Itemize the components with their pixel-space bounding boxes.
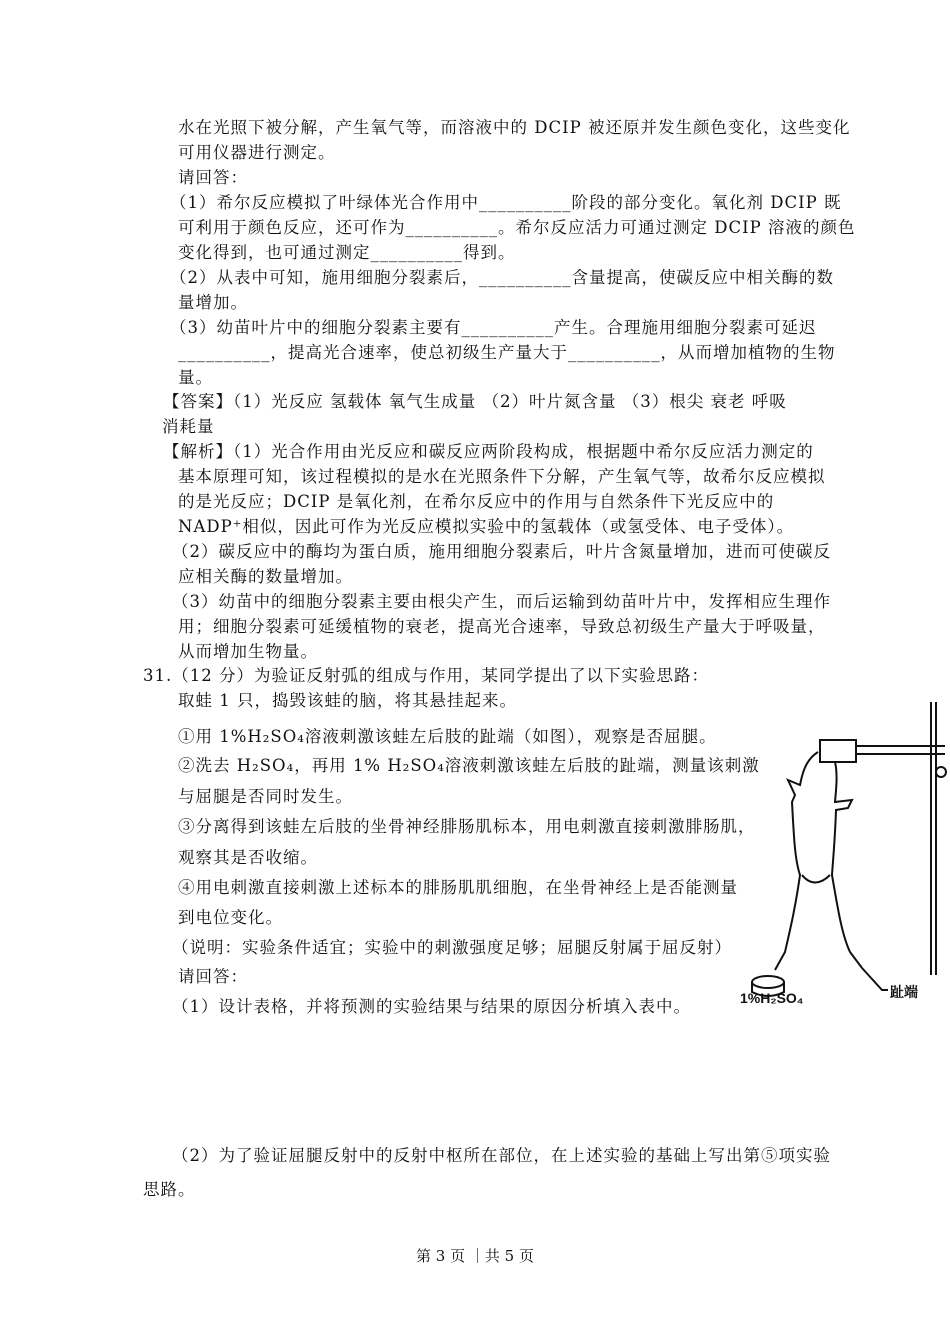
- sub-question-1: （1）设计表格，并将预测的实验结果与结果的原因分析填入表中。: [172, 997, 691, 1016]
- text-line: 变化得到，也可通过测定__________得到。: [178, 243, 516, 262]
- answer: 【答案】（1）光反应 氢载体 氧气生成量 （2）叶片氮含量 （3）根尖 衰老 呼吸: [163, 392, 787, 411]
- text-line: 用；细胞分裂素可延缓植物的衰老，提高光合速率，导致总初级生产量大于呼吸量，: [178, 617, 826, 636]
- question-3: （3）幼苗叶片中的细胞分裂素主要有__________产生。合理施用细胞分裂素可延迟: [170, 318, 817, 337]
- text-line: 消耗量: [162, 417, 215, 436]
- text-line: 与屈腿是否同时发生。: [178, 787, 353, 806]
- text-line: （2）碳反应中的酶均为蛋白质，施用细胞分裂素后，叶片含氮量增加，进而可使碳反: [172, 542, 831, 561]
- page-footer: 第 3 页 ｜共 5 页: [416, 1247, 534, 1265]
- text-line: __________，提高光合速率，使总初级生产量大于__________，从而增加植物的生物: [178, 343, 836, 362]
- text-line: 应相关酶的数量增加。: [178, 567, 353, 586]
- step-1: ①用 1%H₂SO₄溶液刺激该蛙左后肢的趾端（如图），观察是否屈腿。: [178, 727, 717, 746]
- solution-label: 1%H₂SO₄: [740, 990, 804, 1006]
- text-line: 可用仪器进行测定。: [178, 143, 336, 162]
- text-line: 请回答：: [178, 967, 248, 986]
- text-line: 观察其是否收缩。: [178, 848, 318, 867]
- step-4: ④用电刺激直接刺激上述标本的腓肠肌肌细胞，在坐骨神经上是否能测量: [178, 878, 738, 897]
- text-line: 思路。: [143, 1180, 196, 1199]
- note: （说明：实验条件适宜；实验中的刺激强度足够；屈腿反射属于屈反射）: [172, 938, 732, 957]
- question-2: （2）从表中可知，施用细胞分裂素后，__________含量提高，使碳反应中相关酶的数: [170, 268, 834, 287]
- frog-illustration-icon: [740, 690, 950, 1020]
- step-3: ③分离得到该蛙左后肢的坐骨神经腓肠肌标本，用电刺激直接刺激腓肠肌，: [178, 817, 756, 836]
- text-line: NADP⁺相似，因此可作为光反应模拟实验中的氢载体（或氢受体、电子受体）。: [178, 517, 795, 536]
- text-line: 从而增加生物量。: [178, 642, 318, 661]
- frog-figure: [740, 690, 950, 1020]
- text-line: 量。: [178, 368, 213, 387]
- text-line: 请回答：: [178, 168, 248, 187]
- text-line: 量增加。: [178, 293, 248, 312]
- question-1: （1）希尔反应模拟了叶绿体光合作用中__________阶段的部分变化。氧化剂 DCIP 既: [170, 193, 842, 212]
- text-line: 的是光反应；DCIP 是氧化剂，在希尔反应中的作用与自然条件下光反应中的: [178, 492, 775, 511]
- text-line: 取蛙 1 只，捣毁该蛙的脑，将其悬挂起来。: [178, 691, 517, 710]
- text-line: （3）幼苗中的细胞分裂素主要由根尖产生，而后运输到幼苗叶片中，发挥相应生理作: [172, 592, 831, 611]
- analysis: 【解析】（1）光合作用由光反应和碳反应两阶段构成，根据题中希尔反应活力测定的: [163, 442, 814, 461]
- text-line: 到电位变化。: [178, 908, 283, 927]
- question-31: 31.（12 分）为验证反射弧的组成与作用，某同学提出了以下实验思路：: [143, 666, 709, 685]
- step-2: ②洗去 H₂SO₄，再用 1% H₂SO₄溶液刺激该蛙左后肢的趾端，测量该刺激: [178, 756, 760, 775]
- text-line: 基本原理可知，该过程模拟的是水在光照条件下分解，产生氧气等，故希尔反应模拟: [178, 467, 826, 486]
- toe-label: 趾端: [890, 984, 918, 1000]
- text-line: 可利用于颜色反应，还可作为__________。希尔反应活力可通过测定 DCIP 溶液的颜色: [178, 218, 856, 237]
- sub-question-2: （2）为了验证屈腿反射中的反射中枢所在部位，在上述实验的基础上写出第⑤项实验: [172, 1146, 831, 1165]
- text-line: 水在光照下被分解，产生氧气等，而溶液中的 DCIP 被还原并发生颜色变化，这些变化: [178, 118, 851, 137]
